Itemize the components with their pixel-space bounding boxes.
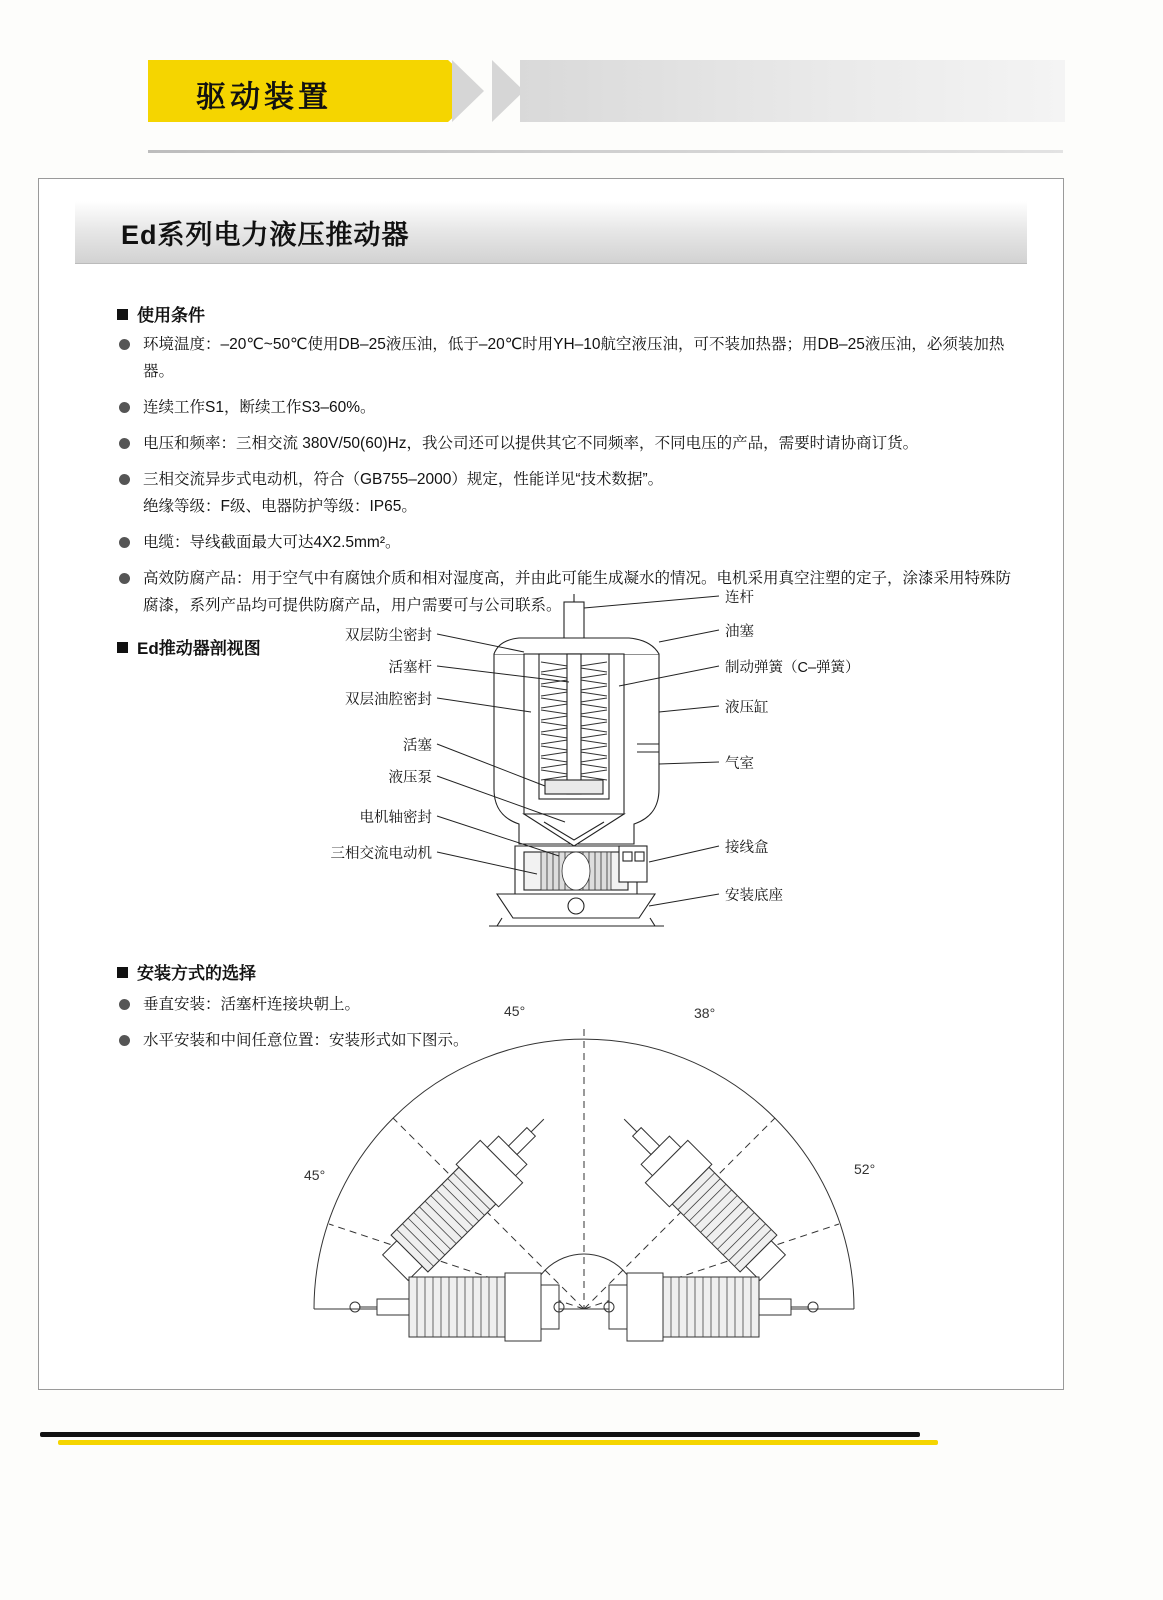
list-item [117, 331, 1022, 385]
label-piston: 活塞 [403, 738, 432, 754]
angle-label-1: 45° [504, 1003, 526, 1019]
label-oil-chamber-seal: 双层油腔密封 [345, 692, 432, 708]
label-oil-plug: 油塞 [725, 624, 754, 640]
chevron-icon-1 [452, 60, 484, 122]
label-terminal-box: 接线盒 [725, 840, 769, 856]
list-item [117, 394, 1022, 421]
section-head-mounting-label: 安装方式的选择 [137, 964, 256, 983]
cutaway-diagram [319, 590, 1039, 954]
square-bullet-icon [117, 642, 128, 653]
label-three-phase-motor: 三相交流电动机 [330, 846, 432, 862]
bullet-dot-icon [119, 474, 130, 485]
bullet-dot-icon [119, 573, 130, 584]
label-brake-spring: 制动弹簧（C–弹簧） [725, 660, 860, 676]
header-yellow-band [148, 60, 448, 122]
label-hydraulic-cylinder: 液压缸 [725, 700, 769, 716]
bullet-dot-icon [119, 438, 130, 449]
section-head-cutaway-label: Ed推动器剖视图 [137, 639, 261, 658]
list-item-text: 连续工作S1，断续工作S3–60%。 [143, 399, 376, 416]
bullet-dot-icon [119, 402, 130, 413]
footer-rule-yellow [58, 1440, 938, 1445]
list-item-text: 绝缘等级：F级、电器防护等级：IP65。 [143, 498, 417, 515]
bullet-dot-icon [119, 1035, 130, 1046]
angle-label-4: 52° [854, 1161, 876, 1177]
label-connecting-rod: 连杆 [725, 590, 754, 606]
bullet-dot-icon [119, 339, 130, 350]
angle-label-3: 45° [304, 1167, 326, 1183]
label-motor-shaft-seal: 电机轴密封 [359, 810, 432, 826]
footer-rule-black [40, 1432, 920, 1437]
square-bullet-icon [117, 309, 128, 320]
list-item [117, 529, 1022, 556]
section-head-mounting [117, 959, 256, 984]
bullet-dot-icon [119, 999, 130, 1010]
header-title: 驱动装置 [196, 81, 332, 114]
list-item-text: 高效防腐产品：用于空气中有腐蚀介质和相对湿度高，并由此可能生成凝水的情况。电机采用真空注塑的定子，涂漆采用特殊防腐漆，系列产品均可提供防腐产品，用户需要可与公司联系。 [143, 570, 1012, 614]
section-head-conditions-label: 使用条件 [137, 306, 205, 325]
page-header [0, 60, 1163, 140]
list-item-text: 环境温度：–20℃~50℃使用DB–25液压油，低于–20℃时用YH–10航空液压油，可不装加热器；用DB–25液压油，必须装加热器。 [143, 336, 1005, 380]
panel-title: Ed系列电力液压推动器 [121, 220, 410, 250]
section-head-cutaway [117, 634, 261, 659]
bullet-dot-icon [119, 537, 130, 548]
list-item [117, 466, 1022, 493]
list-item-text: 电压和频率：三相交流 380V/50(60)Hz，我公司还可以提供其它不同频率，不同电压的产品，需要时请协商订货。 [143, 435, 919, 452]
list-item-text: 水平安装和中间任意位置：安装形式如下图示。 [143, 1032, 469, 1049]
conditions-list [117, 331, 1022, 628]
label-air-chamber: 气室 [725, 756, 754, 772]
list-item-text: 垂直安装：活塞杆连接块朝上。 [143, 996, 361, 1013]
label-dust-seal: 双层防尘密封 [345, 628, 432, 644]
header-grey-band [520, 60, 1065, 122]
list-item-text: 三相交流异步式电动机，符合（GB755–2000）规定，性能详见“技术数据”。 [143, 471, 664, 488]
panel-title-band [75, 201, 1027, 264]
label-piston-rod: 活塞杆 [388, 660, 432, 676]
angle-label-2: 38° [694, 1005, 716, 1021]
section-head-conditions [117, 301, 205, 326]
list-item [117, 430, 1022, 457]
label-mounting-base: 安装底座 [725, 888, 783, 904]
mounting-svg [254, 1009, 914, 1369]
list-item-text: 电缆：导线截面最大可达4X2.5mm²。 [143, 534, 401, 551]
header-rule [148, 150, 1063, 153]
content-panel [38, 178, 1064, 1390]
mounting-diagram [254, 1003, 914, 1369]
label-hydraulic-pump: 液压泵 [388, 770, 432, 786]
square-bullet-icon [117, 967, 128, 978]
list-item-continuation [117, 493, 1022, 520]
